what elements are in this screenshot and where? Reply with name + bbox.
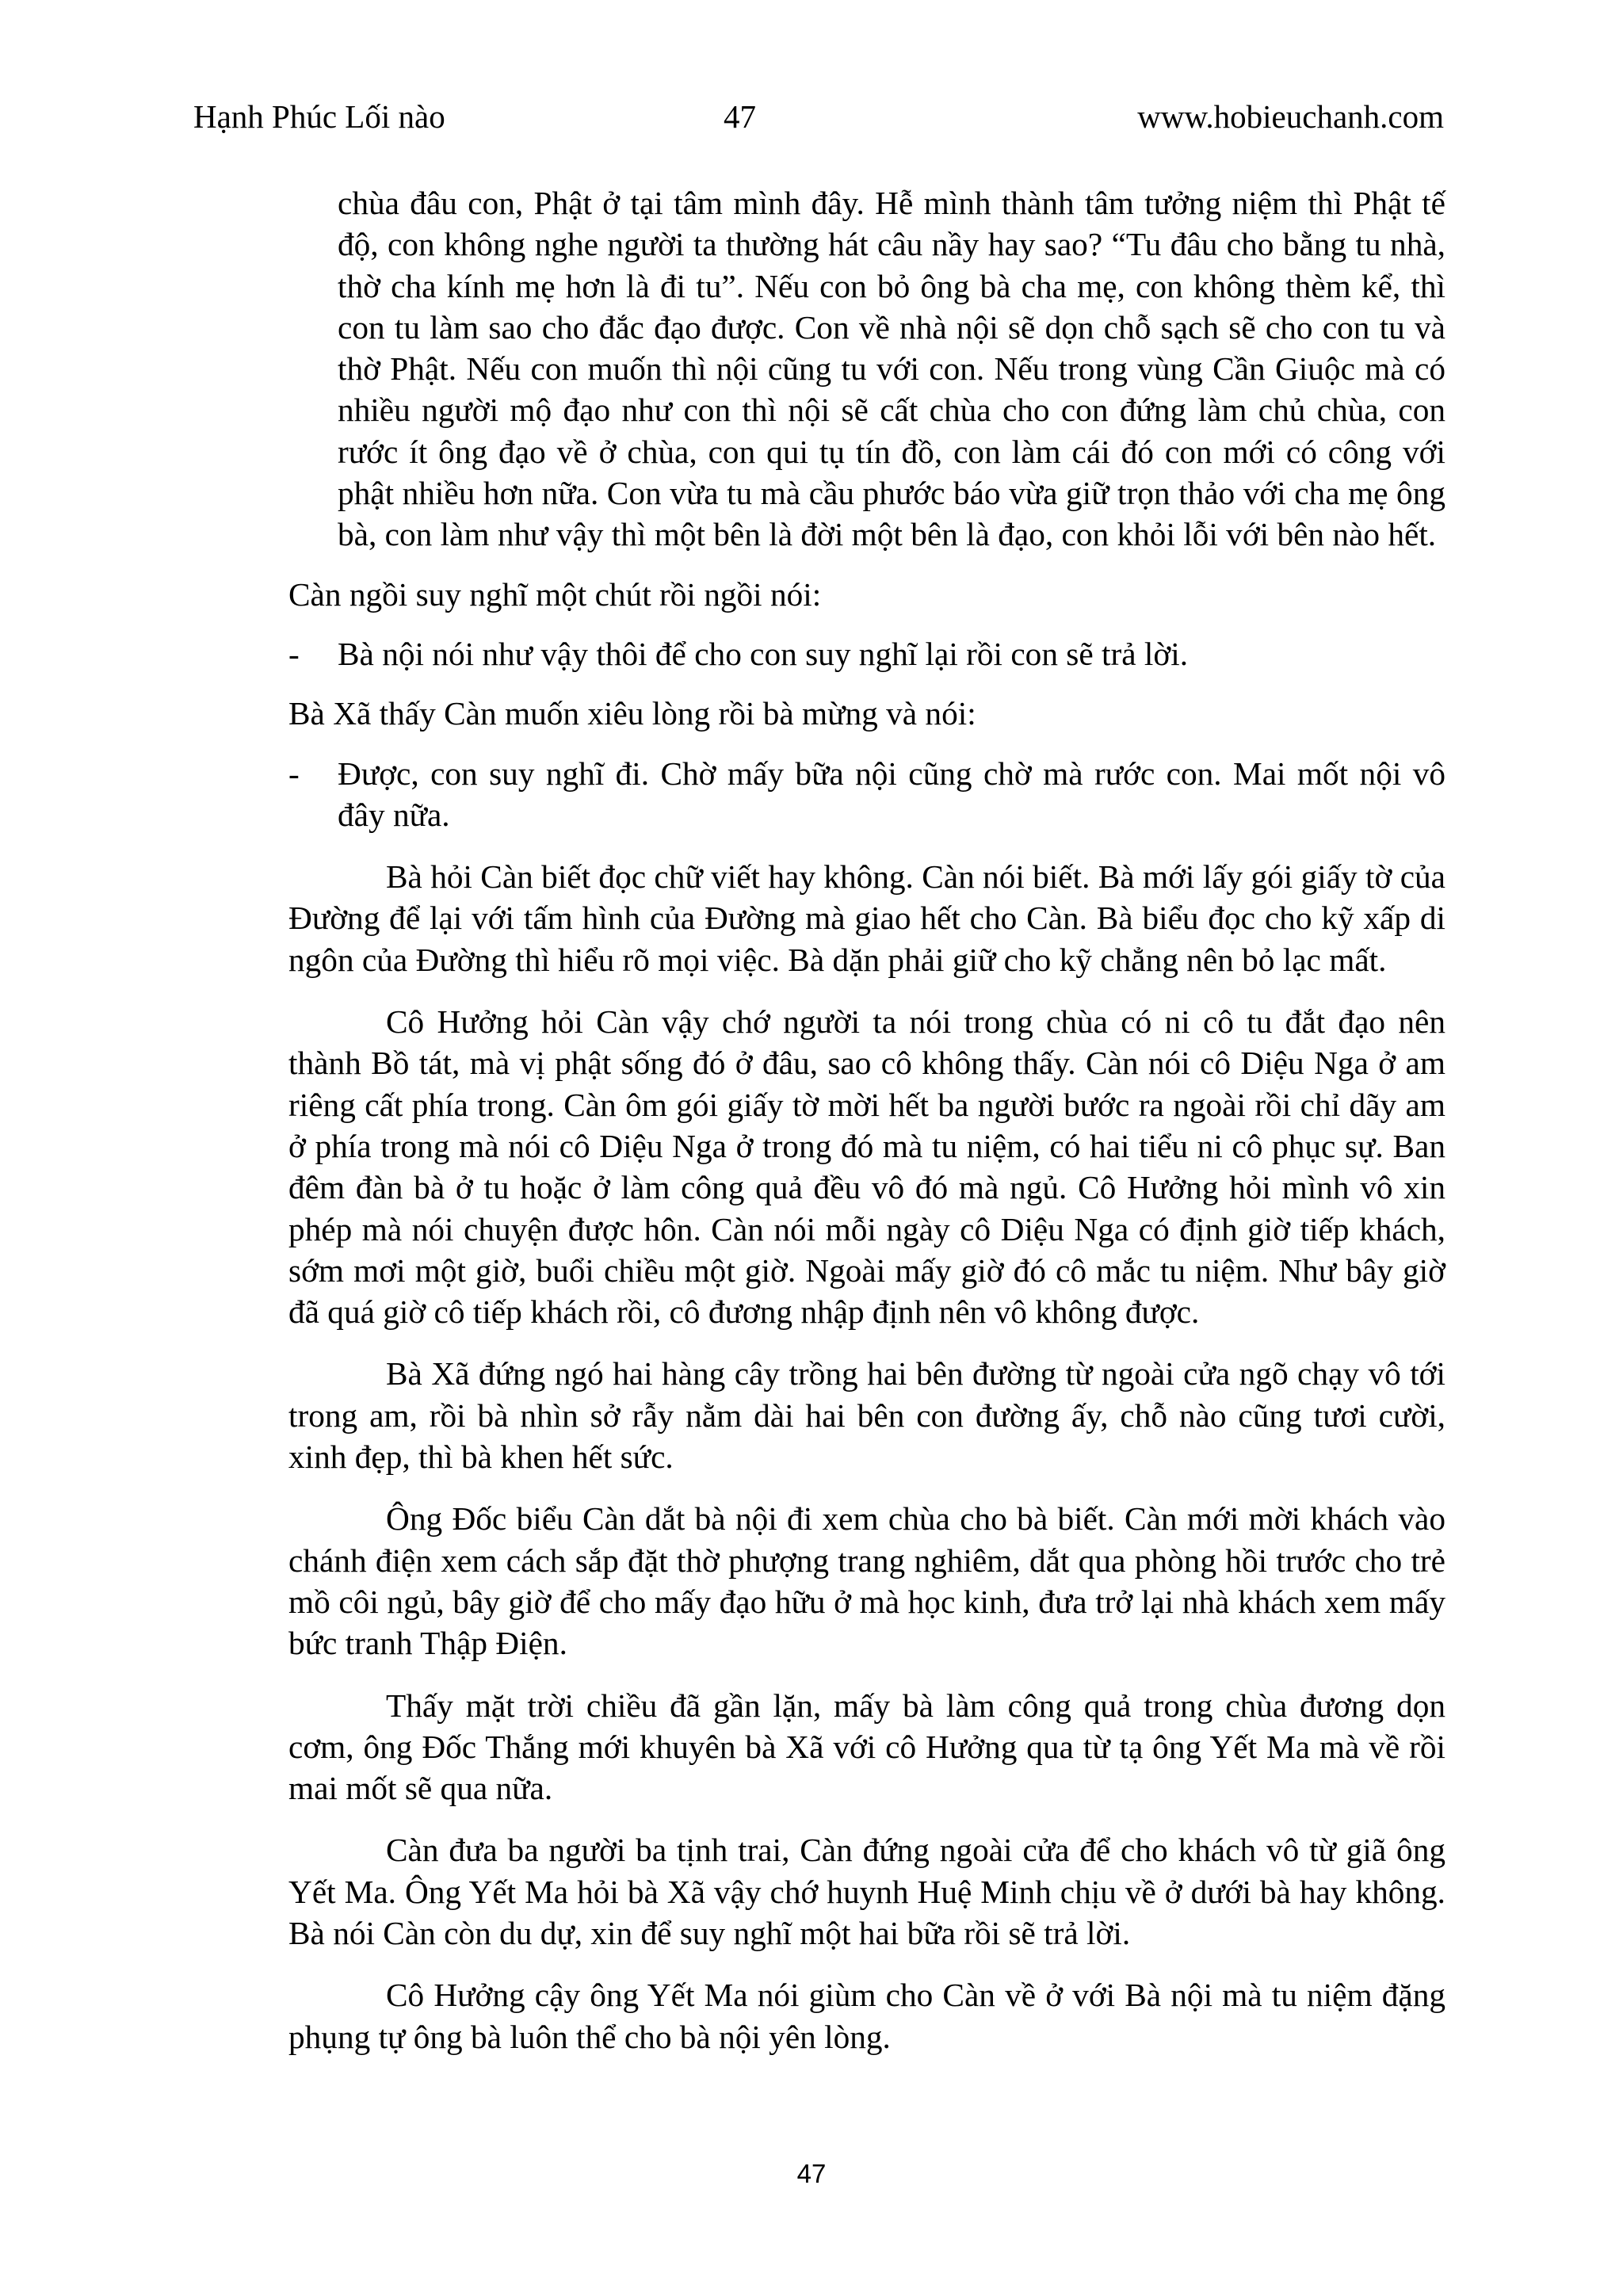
dialogue-text: Được, con suy nghĩ đi. Chờ mấy bữa nội cũng chờ mà rước con. Mai mốt nội vô đây nữa. [338, 755, 1445, 833]
body-paragraph: Bà hỏi Càn biết đọc chữ viết hay không. Càn nói biết. Bà mới lấy gói giấy tờ của Đường để lại với tấm hình của Đường mà giao hết cho Càn. Bà biểu đọc cho kỹ xấp di ngôn của Đường thì hiểu rõ mọi việc. Bà dặn phải giữ cho kỹ chẳng nên bỏ lạc mất. [288, 858, 1445, 978]
body-paragraph: Thấy mặt trời chiều đã gần lặn, mấy bà làm công quả trong chùa đương dọn cơm, ông Đốc Thắng mới khuyên bà Xã với cô Hưởng qua từ tạ ông Yết Ma mà về rồi mai mốt sẽ qua nữa. [288, 1687, 1445, 1807]
body-paragraph: Càn đưa ba người ba tịnh trai, Càn đứng ngoài cửa để cho khách vô từ giã ông Yết Ma. Ông Yết Ma hỏi bà Xã vậy chớ huynh Huệ Minh chịu về ở dưới bà hay không. Bà nói Càn còn du dự, xin để suy nghĩ một hai bữa rồi sẽ trả lời. [288, 1832, 1445, 1951]
header-page-number: 47 [724, 98, 756, 135]
body-paragraph: Ông Đốc biểu Càn dắt bà nội đi xem chùa cho bà biết. Càn mới mời khách vào chánh điện xem cách sắp đặt thờ phượng trang nghiêm, dắt qua phòng hồi trước cho trẻ mồ côi ngủ, bây giờ để cho mấy đạo hữu ở mà học kinh, đưa trở lại nhà khách xem mấy bức tranh Thập Điện. [288, 1500, 1445, 1662]
narration-line: Càn ngồi suy nghĩ một chút rồi ngồi nói: [288, 575, 822, 613]
website-url: www.hobieuchanh.com [1137, 98, 1444, 135]
page-header [0, 0, 1623, 159]
body-paragraph: Cô Hưởng hỏi Càn vậy chớ người ta nói trong chùa có ni cô tu đắt đạo nên thành Bồ tát, mà vị phật sống đó ở đâu, sao cô không thấy. Càn nói cô Diệu Nga ở am riêng cất phía trong. Càn ôm gói giấy tờ mời hết ba người bước ra ngoài rồi chỉ dãy am ở phía trong mà nói cô Diệu Nga ở trong đó mà tu niệm, có hai tiểu ni cô phục sự. Ban đêm đàn bà ở tu hoặc ở làm công quả đều vô đó mà ngủ. Cô Hưởng hỏi mình vô xin phép mà nói chuyện được hôn. Càn nói mỗi ngày cô Diệu Nga có định giờ tiếp khách, sớm mơi một giờ, buổi chiều một giờ. Ngoài mấy giờ đó cô mắc tu niệm. Như bây giờ đã quá giờ cô tiếp khách rồi, cô đương nhập định nên vô không được. [288, 1003, 1445, 1331]
page-body [288, 182, 1445, 2057]
quote-continuation: chùa đâu con, Phật ở tại tâm mình đây. Hễ mình thành tâm tưởng niệm thì Phật tế độ, con không nghe người ta thường hát câu nầy hay sao? “Tu đâu cho bằng tu nhà, thờ cha kính mẹ hơn là đi tu”. Nếu con bỏ ông bà cha mẹ, con không thèm kể, thì con tu làm sao cho đắc đạo được. Con về nhà nội sẽ dọn chỗ sạch sẽ cho con tu và thờ Phật. Nếu con muốn thì nội cũng tu với con. Nếu trong vùng Cần Giuộc mà có nhiều người mộ đạo như con thì nội sẽ cất chùa cho con đứng làm chủ chùa, con rước ít ông đạo về ở chùa, con qui tụ tín đồ, con làm cái đó con mới có công với phật nhiều hơn nữa. Con vừa tu mà cầu phước báo vừa giữ trọn thảo với cha mẹ ông bà, con làm như vậy thì một bên là đời một bên là đạo, con khỏi lỗi với bên nào hết. [338, 185, 1445, 553]
dialogue-dash: - [288, 635, 300, 672]
footer-page-number: 47 [796, 2159, 827, 2188]
dialogue-text: Bà nội nói như vậy thôi để cho con suy nghĩ lại rồi con sẽ trả lời. [338, 635, 1189, 672]
body-paragraph: Cô Hưởng cậy ông Yết Ma nói giùm cho Càn về ở với Bà nội mà tu niệm đặng phụng tự ông bà luôn thể cho bà nội yên lòng. [288, 1977, 1445, 2055]
narration-line: Bà Xã thấy Càn muốn xiêu lòng rồi bà mừng và nói: [288, 695, 976, 732]
dialogue-line [288, 633, 1445, 674]
body-paragraph: Bà Xã đứng ngó hai hàng cây trồng hai bên đường từ ngoài cửa ngõ chạy vô tới trong am, rồi bà nhìn sở rẫy nằm dài hai bên con đường ấy, chỗ nào cũng tươi cười, xinh đẹp, thì bà khen hết sức. [288, 1355, 1445, 1476]
dialogue-dash: - [288, 755, 300, 792]
book-title: Hạnh Phúc Lối nào [193, 98, 445, 135]
dialogue-line [288, 753, 1445, 836]
